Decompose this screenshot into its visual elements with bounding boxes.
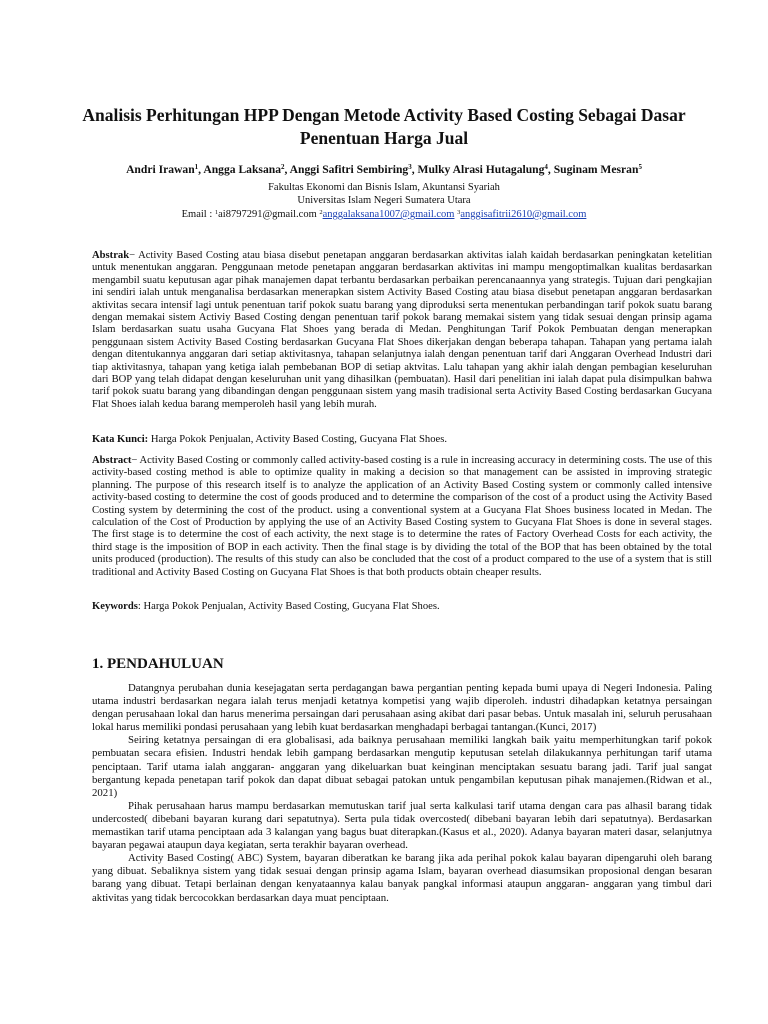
keywords-indonesian-text: Harga Pokok Penjualan, Activity Based Costing, Gucyana Flat Shoes. — [150, 434, 447, 445]
keywords-english — [92, 601, 712, 613]
author-name: Andri Irawan — [126, 163, 195, 176]
author-sup: 1 — [194, 163, 199, 171]
author-list: Andri Irawan$^1$, Angga Laksana$^2$, Anggi Safitri Sembiring$^3$, Mulky Alrasi Hutagalung$^4$, Suginam Mesran$^5$ — [126, 163, 642, 176]
author-sup: 2 — [281, 163, 285, 171]
paper-title: Analisis Perhitungan HPP Dengan Metode Activity Based Costing Sebagai Dasar Penentuan Harga Jual — [82, 105, 686, 148]
email-link[interactable]: anggalaksana1007@gmail.com — [322, 209, 455, 220]
email-label: Email : — [181, 209, 215, 220]
affiliation-block — [40, 182, 728, 222]
author-sup: 4 — [544, 163, 548, 171]
author-name: Mulky Alrasi Hutagalung — [417, 163, 545, 176]
author-name: Anggi Safitri Sembiring — [289, 163, 409, 176]
keywords-indonesian — [92, 434, 712, 446]
email-link[interactable]: anggisafitrii2610@gmail.com — [460, 209, 587, 220]
abstract-indonesian: Abstrak− Activity Based Costing atau biasa disebut penetapan anggaran berdasarkan aktivitas ialah kaidah berdasarkan peningkatan ketelitian untuk menentukan anggaran. Penggunaan metode penetapan anggaran berdasarkan aktivitas ini mampu mengoptimalkan kualitas berdasarkan mengambil suatu keputusan agar pihak manajemen dapat terbantu berdasarkan perbaikan perencanaannya yang strategis. Tujuan dari pengkajian ini sendiri ialah untuk menganalisa berdasarkan menerapkan sistem Activity Based Costing atau biasa disebut penetapan anggaran berdasarkan aktivitas secara intensif lagi untuk penentuan tarif pokok suatu barang yang diproduksi serta menentukan perbandingan tarif pokok suatu barang dengan memakai sistem Activiy Based Costing dengan penentuan tarif pokok barang memakai sistem yang tidak sesuai dengan prinsip agama Islam berdasarkan suatu usaha Gucyana Flat Shoes yang berada di Medan. Penghitungan Tarif Pokok Pembuatan dengan menerapkan penggunaan sistem Activity Based Costing berdasarkan Gucyana Flat Shoes dikerjakan dengan beberapa tahapan. Tahapan yang pertama ialah dengan ditentukannya anggaran dari setiap aktivitasnya, tahapan selanjutnya ialah dengan penentuan tarif dari Anggaran Overhead Industri dari tiap aktivitasnya, tahapan yang ketiga ialah pembebanan BOP di setiap aktvitas. Lalu tahapan yang akhir ialah dengan pembagian keseluruhan dari BOP yang telah didapat dengan keseluruhan unit yang dihasilkan (pembuatan). Hasil dari penelitian ini ialah dapat pula disimpulkan bahwa tarif pokok suatu barang yang dibandingan dengan penggunaan sistem yang masih tradisional serta Activity Based Costing berdasarkan Gucyana Flat Shoes ialah kedua barang memperoleh hasil yang lebih murah. — [92, 250, 712, 410]
body-paragraph: Seiring ketatnya persaingan di era globalisasi, ada baiknya perusahaan memiliki langkah baik yaitu memperhitungkan tarif pokok pembuatan secara efisien. Industri hendak lebih gampang berdasarkan mengutip keputusan setelah dilakukannya perhitungan tarif utama penciptaan. Tarif utama ialah anggaran- anggaran yang dikeluarkan buat keinginan menciptakan sesuatu barang jadi. Tarif jual sangat bergantung kepada penetapan tarif pokok dan dapat dibuat sebagai patokan untuk pengambilan keputusan pihak manajemen.(Ridwan et al., 2021) — [92, 734, 712, 799]
keywords-indonesian-label: Kata Kunci: — [92, 434, 149, 445]
abstract-english: Abstract− Activity Based Costing or commonly called activity-based costing is a rule in increasing accuracy in determining costs. The use of this activity-based costing method is able to optimize quality in making a decision so that management can be assisted in improving strategic planning. The purpose of this research itself is to analyze the application of an Activity Based Costing system or commonly called intensive activity-based costing to determine the cost of goods produced and to determine the comparison of the cost of a product using the Activity Based Costing system by determining the cost of the product. using a conventional system at a Gucyana Flat Shoes business located in Medan. The calculation of the Cost of Production by applying the use of an Activity Based Costing system to Gucyana Flat Shoes is done in several stages. The first stage is to determine the cost of each activity, the next stage is to determine the rates of Factory Overhead Costs for each activity, the third stage is the imposition of BOP in each activity. Then the final stage is by dividing the total of the BOP that has been obtained by the total units produced (production). The results of this study can also be concluded that the cost of a product compared to the use of a system that is still traditional and Activity Based Costing on Gucyana Flat Shoes is that both products obtain cheaper results. — [92, 455, 712, 578]
keywords-english-label: Keywords — [92, 601, 138, 612]
email-address: ai8797291@gmail.com — [218, 209, 317, 220]
section-body — [92, 682, 712, 905]
affiliation-faculty: Fakultas Ekonomi dan Bisnis Islam, Akuntansi Syariah — [268, 182, 500, 193]
author-name: Suginam Mesran — [553, 163, 639, 176]
abstract-english-text: Activity Based Costing or commonly called activity-based costing is a rule in increasing accuracy in determining costs. The use of this activity-based costing method is able to optimize quality in making a decision so that management can be assisted in improving strategic planning. The purpose of this research itself is to analyze the application of an Activity Based Costing system or commonly called intensive activity-based costing to determine the cost of goods produced and to determine the comparison of the cost of a product using the Activity Based Costing system by determining the cost of the product. using a conventional system at a Gucyana Flat Shoes business located in Medan. The calculation of the Cost of Production by applying the use of an Activity Based Costing system to Gucyana Flat Shoes is done in several stages. The first stage is to determine the cost of each activity, the next stage is to determine the rates of Factory Overhead Costs for each activity, the third stage is the imposition of BOP in each activity. Then the final stage is by dividing the total of the BOP that has been obtained by the total units produced (production). The results of this study can also be concluded that the cost of a product compared to the use of a system that is still traditional and Activity Based Costing on Gucyana Flat Shoes is that both products obtain cheaper results. — [92, 455, 712, 578]
affiliation-university: Universitas Islam Negeri Sumatera Utara — [297, 194, 471, 206]
email-line — [40, 207, 728, 222]
section-heading: 1. PENDAHULUAN — [92, 656, 224, 672]
keywords-english-text: : Harga Pokok Penjualan, Activity Based Costing, Gucyana Flat Shoes. — [137, 601, 440, 612]
author-sup: 5 — [638, 163, 642, 171]
email-sup: 3 — [457, 209, 461, 216]
author-sup: 3 — [408, 163, 412, 171]
abstract-indonesian-label: Abstrak — [92, 250, 130, 261]
email-sup: 1 — [214, 209, 219, 216]
abstract-indonesian-text: Activity Based Costing atau biasa disebut penetapan anggaran berdasarkan aktivitas ialah kaidah berdasarkan peningkatan ketelitian untuk menentukan anggaran. Penggunaan metode penetapan anggaran berdasarkan aktivitas ini mampu mengoptimalkan kualitas berdasarkan mengambil suatu keputusan agar pihak manajemen dapat terbantu berdasarkan perbaikan perencanaannya yang strategis. Tujuan dari pengkajian ini sendiri ialah untuk menganalisa berdasarkan menerapkan sistem Activity Based Costing atau biasa disebut penetapan anggaran berdasarkan aktivitas secara intensif lagi untuk penentuan tarif pokok suatu barang yang diproduksi serta menentukan perbandingan tarif pokok suatu barang dengan memakai sistem Activiy Based Costing dengan penentuan tarif pokok barang memakai sistem yang tidak sesuai dengan prinsip agama Islam berdasarkan suatu usaha Gucyana Flat Shoes yang berada di Medan. Penghitungan Tarif Pokok Pembuatan dengan menerapkan penggunaan sistem Activity Based Costing berdasarkan Gucyana Flat Shoes dikerjakan dengan beberapa tahapan. Tahapan yang pertama ialah dengan ditentukannya anggaran dari setiap aktivitasnya, tahapan selanjutnya ialah dengan penentuan tarif dari Anggaran Overhead Industri dari tiap aktivitasnya, tahapan yang ketiga ialah pembebanan BOP di setiap aktvitas. Lalu tahapan yang akhir ialah dengan pembagian keseluruhan dari BOP yang telah didapat dengan keseluruhan unit yang dihasilkan (pembuatan). Hasil dari penelitian ini ialah dapat pula disimpulkan bahwa tarif pokok suatu barang yang dibandingan dengan penggunaan sistem yang masih tradisional serta Activity Based Costing berdasarkan Gucyana Flat Shoes ialah kedua barang memperoleh hasil yang lebih murah. — [92, 250, 712, 410]
body-paragraph: Activity Based Costing( ABC) System, bayaran diberatkan ke barang jika ada perihal pokok kalau bayaran dipengaruhi oleh barang yang dibuat. Sebaliknya sistem yang tidak sesuai dengan prinsip agama Islam, bayaran overhead diasumsikan proposional dengan besaran barang yang dibuat. Tetapi berlainan dengan kenyataannya kalau banyak pangkal informasi ataupun anggaran- anggaran yang timbul dari aktivitas yang tidak bercocokkan berdasarkan daya muat penciptaan. — [92, 852, 712, 904]
body-paragraph: Pihak perusahaan harus mampu berdasarkan memutuskan tarif jual serta kalkulasi tarif utama dengan cara pas alhasil barang tidak undercosted( dibebani bayaran kurang dari sepatutnya). Serta pula tidak overcosted( dibebani bayaran lebih dari sepatutnya). Berdasarkan memastikan tarif utama penciptaan ada 3 kalangan yang bagus buat diterapkan.(Kasus et al., 2020). Adanya bayaran materi dasar, selanjutnya bayaran pegawai ataupun daya kegiatan, serta terakhir bayaran overhead. — [92, 799, 712, 852]
abstract-english-label: Abstract — [92, 455, 132, 466]
author-name: Angga Laksana — [203, 163, 281, 176]
email-sup: 2 — [319, 209, 323, 216]
body-paragraph: Datangnya perubahan dunia kesejagatan serta perdagangan bawa pergantian penting kepada bumi upaya di Negeri Indonesia. Paling utama industri berdasarkan negara ialah terus menjadi ketatnya kompetisi yang wajib diperoleh. industri dihadapkan ketatnya persaingan dengan perusahaan lokal dan harus menerima persaingan dari perusahaan asing akibat dari pasar bebas. Untuk masalah ini, seluruh perusahaan lokal harus memiliki pondasi perusahaan yang lebih kuat berdasarkan menghadapi berbagai tantangan.(Kunci, 2017) — [92, 682, 712, 734]
